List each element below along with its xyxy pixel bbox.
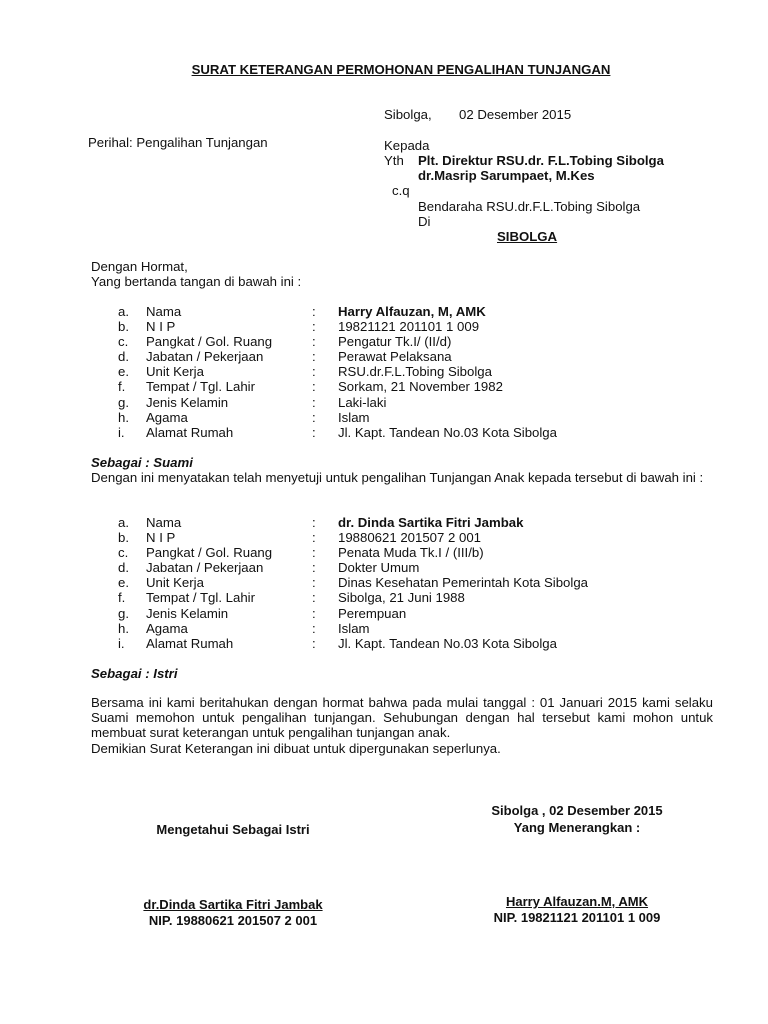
letter-place: Sibolga,	[384, 107, 432, 122]
right-signature-nip: NIP. 19821121 201101 1 009	[493, 910, 661, 925]
document-title: SURAT KETERANGAN PERMOHONAN PENGALIHAN TUNJANGAN	[191, 62, 611, 77]
recipient-kepada: Kepada	[384, 138, 430, 153]
letter-date: 02 Desember 2015	[459, 107, 572, 122]
subject-line: Perihal: Pengalihan Tunjangan	[88, 135, 268, 150]
recipient-yth: Yth	[384, 153, 404, 168]
greeting: Dengan Hormat,	[91, 259, 188, 274]
closing-paragraph: Bersama ini kami beritahukan dengan hormat bahwa pada mulai tanggal : 01 Januari 2015 kami selaku Suami memohon untuk pengalihan tunjangan. Sehubungan dengan hal tersebut kami mohon untuk membuat surat keterangan untuk pengalihan tunjangan anak.	[91, 695, 713, 741]
left-signature-name: dr.Dinda Sartika Fitri Jambak	[143, 897, 323, 912]
recipient-line3: Bendaraha RSU.dr.F.L.Tobing Sibolga	[418, 199, 641, 214]
recipient-line1: Plt. Direktur RSU.dr. F.L.Tobing Sibolga	[418, 153, 664, 168]
recipient-di: Di	[418, 214, 431, 229]
right-signature-heading: Yang Menerangkan :	[513, 820, 641, 835]
right-signature-name: Harry Alfauzan.M, AMK	[505, 894, 649, 909]
role-wife: Sebagai : Istri	[91, 666, 178, 681]
intro-text: Yang bertanda tangan di bawah ini :	[91, 274, 302, 289]
statement-text: Dengan ini menyatakan telah menyetuji untuk pengalihan Tunjangan Anak kepada tersebut di bawah ini :	[91, 470, 704, 485]
recipient-line2: dr.Masrip Sarumpaet, M.Kes	[418, 168, 595, 183]
closing-sentence: Demikian Surat Keterangan ini dibuat untuk dipergunakan seperlunya.	[91, 741, 501, 756]
left-signature-nip: NIP. 19880621 201507 2 001	[148, 913, 318, 928]
right-signature-place-date: Sibolga , 02 Desember 2015	[491, 803, 663, 818]
left-signature-heading: Mengetahui Sebagai Istri	[156, 822, 310, 837]
recipient-cq: c.q	[392, 183, 410, 198]
recipient-city: SIBOLGA	[497, 229, 558, 244]
role-husband: Sebagai : Suami	[91, 455, 193, 470]
